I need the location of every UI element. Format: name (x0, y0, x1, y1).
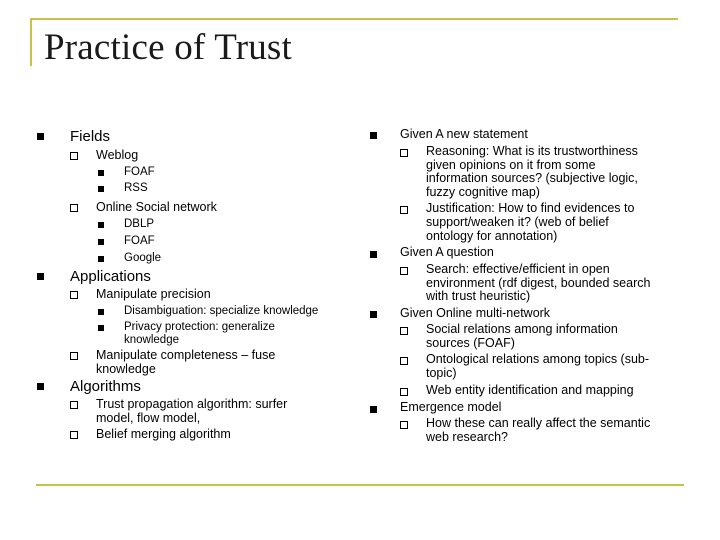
bullet-web-entity: Web entity identification and mapping (426, 383, 634, 397)
bullet-square-icon (98, 222, 104, 228)
bullet-search-line3: with trust heuristic) (426, 289, 531, 303)
bullet-hollow-icon (70, 352, 78, 360)
bullet-manipulate-completeness-line1: Manipulate completeness – fuse (96, 348, 276, 362)
bullet-hollow-icon (400, 388, 408, 396)
bullet-hollow-icon (70, 152, 78, 160)
bullet-privacy-line1: Privacy protection: generalize (124, 321, 275, 333)
bullet-privacy-line2: knowledge (124, 334, 179, 346)
bullet-given-question: Given A question (400, 245, 494, 259)
bullet-ontological-line1: Ontological relations among topics (sub- (426, 352, 650, 366)
bullet-how-these-line1: How these can really affect the semantic (426, 416, 651, 430)
bullet-square-icon (370, 311, 377, 318)
bullet-reasoning-line1: Reasoning: What is its trustworthiness (426, 144, 638, 158)
bullet-square-icon (37, 383, 44, 390)
bullet-square-icon (37, 273, 44, 280)
bullet-reasoning-line4: fuzzy cognitive map) (426, 185, 540, 199)
bullet-justification-line2: support/weaken it? (web of belief (426, 215, 609, 229)
bullet-hollow-icon (70, 204, 78, 212)
slide-title: Practice of Trust (44, 27, 293, 68)
bullet-hollow-icon (70, 431, 78, 439)
bullet-reasoning-line2: given opinions on it from some (426, 158, 596, 172)
bullet-google: Google (124, 252, 162, 264)
bullet-disambiguation: Disambiguation: specialize knowledge (124, 305, 319, 317)
bullet-square-icon (98, 256, 104, 262)
bullet-ontological-line2: topic) (426, 366, 457, 380)
bullet-trust-propagation-line1: Trust propagation algorithm: surfer (96, 397, 288, 411)
bullet-square-icon (37, 133, 44, 140)
bullet-weblog: Weblog (96, 148, 139, 162)
bullet-belief-merging: Belief merging algorithm (96, 427, 231, 441)
bullet-hollow-icon (400, 327, 408, 335)
bullet-square-icon (98, 309, 104, 315)
bullet-hollow-icon (400, 149, 408, 157)
bullet-square-icon (370, 251, 377, 258)
bullet-foaf: FOAF (124, 166, 155, 178)
bullet-rss: RSS (124, 182, 148, 194)
bullet-trust-propagation-line2: model, flow model, (96, 411, 201, 425)
bullet-foaf-2: FOAF (124, 235, 155, 247)
bullet-square-icon (98, 170, 104, 176)
bullet-new-statement: Given A new statement (400, 127, 528, 141)
bullet-emergence-model: Emergence model (400, 400, 502, 414)
bullet-hollow-icon (400, 206, 408, 214)
bullet-social-relations-line1: Social relations among information (426, 322, 618, 336)
bullet-manipulate-precision: Manipulate precision (96, 287, 211, 301)
bullet-hollow-icon (400, 267, 408, 275)
bullet-manipulate-completeness-line2: knowledge (96, 362, 156, 376)
bullet-square-icon (370, 132, 377, 139)
bullet-square-icon (370, 406, 377, 413)
bullet-search-line1: Search: effective/efficient in open (426, 262, 610, 276)
bullet-how-these-line2: web research? (426, 430, 508, 444)
bottom-rule (36, 484, 684, 486)
bullet-social-relations-line2: sources (FOAF) (426, 336, 515, 350)
bullet-hollow-icon (400, 421, 408, 429)
bullet-multi-network: Given Online multi-network (400, 306, 551, 320)
bullet-applications: Applications (70, 268, 151, 285)
bullet-justification-line1: Justification: How to find evidences to (426, 201, 635, 215)
bullet-algorithms: Algorithms (70, 378, 141, 395)
title-left-rule (30, 18, 32, 66)
bullet-online-social-network: Online Social network (96, 200, 217, 214)
bullet-reasoning-line3: information sources? (subjective logic, (426, 171, 638, 185)
bullet-square-icon (98, 325, 104, 331)
bullet-justification-line3: ontology for annotation) (426, 229, 558, 243)
bullet-dblp: DBLP (124, 218, 155, 230)
bullet-hollow-icon (400, 357, 408, 365)
bullet-square-icon (98, 186, 104, 192)
bullet-fields: Fields (70, 128, 111, 145)
bullet-search-line2: environment (rdf digest, bounded search (426, 276, 651, 290)
bullet-hollow-icon (70, 291, 78, 299)
bullet-hollow-icon (70, 401, 78, 409)
bullet-square-icon (98, 239, 104, 245)
title-top-rule (30, 18, 678, 20)
